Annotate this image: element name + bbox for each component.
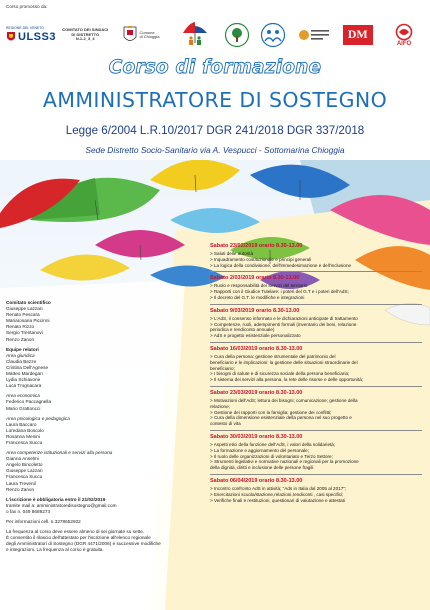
psych-block (6, 416, 181, 446)
speaker-name: Francesca Succu (6, 474, 43, 480)
session-topics (210, 486, 422, 503)
speakers-block (6, 347, 181, 390)
divider (210, 304, 422, 305)
schedule-column (210, 243, 422, 505)
session-topic: > Rapporti con il Giudice Tutelare: i poteri del G.T e i poteri dell'AdS; (210, 289, 349, 295)
tree-emblem-icon (224, 22, 250, 48)
lion-crest-icon (6, 31, 16, 43)
session-5 (210, 390, 422, 431)
law-references: Legge 6/2004 L.R.10/2017 DGR 241/2018 DGR 337/2018 (65, 124, 365, 137)
institutional-area-title: Area competenze istituzionali e servizi alla persona (6, 450, 113, 456)
session-topic: > Motivazioni dell'AdS; lettura dei bisogni; comunicazione; gestione della (210, 397, 358, 403)
session-topic: > Cura della dimensione esistenziale della persona nel suo progetto e (210, 415, 352, 421)
comitato-line1: COMITATO DEI SINDACI (62, 27, 109, 33)
comune-line1: Comune (139, 29, 155, 35)
session-date: Sabato 16/03/2019 orario 8.30-13.00 (210, 345, 303, 352)
psych-area-title: Area psicologica e pedagogica (6, 415, 70, 421)
registration-block (6, 497, 181, 515)
legal-area-title: Area giuridica (6, 352, 35, 358)
main-title: AMMINISTRATORE DI SOSTEGNO (42, 88, 388, 112)
speaker-name: Laura Baccaro (6, 421, 37, 427)
comune-chioggia-logo (117, 26, 167, 44)
session-date: Sabato 9/03/2019 orario 8.30-13.00 (210, 307, 300, 314)
comune-line2: di Chioggia (139, 34, 160, 39)
session-topic: > Ruolo e responsabilità dei Servizi del territorio (210, 283, 308, 289)
comitato-line3: N.1-2_3_4 (75, 36, 95, 42)
session-topic: > Inquadramento costituzionale e principi generali (210, 256, 312, 262)
speaker-name: Laura Trevenil (6, 480, 36, 486)
speaker-name: Luca Trognacara (6, 383, 42, 389)
session-4 (210, 346, 422, 387)
session-7 (210, 478, 422, 503)
ulss-name: ULSS3 (18, 30, 56, 43)
session-date: Sabato 23/02/2019 orario 8.30-13.00 (210, 243, 303, 249)
session-topic: > Incontro confronto AdS in attività; "Ads in Italia dal 2005 al 2017"; (210, 485, 347, 491)
dm-mark: DM (343, 25, 373, 44)
conference-emblem-icon (297, 24, 331, 46)
registration-fax: o fax n. 049 8689273 (6, 508, 51, 514)
economic-block (6, 393, 181, 411)
committee-block (6, 300, 181, 343)
session-topic: beneficiario; (210, 365, 235, 371)
divider (210, 342, 422, 343)
session-topic: > Gestione dei rapporti con la famiglia; gestione dei conflitti; (210, 409, 332, 415)
committee-member: Mariarosaria Piccinni (6, 318, 50, 324)
speaker-name: Mario Grattoncci (6, 405, 41, 411)
ulss-region-text: REGIONE DEL VENETO (6, 26, 44, 31)
umbrella-people-icon (180, 21, 210, 49)
speakers-title: Equipe relatori (6, 346, 39, 352)
divider (210, 386, 422, 387)
session-topic: > Saluti delle autorità (210, 251, 254, 256)
course-title: Corso di formazione (108, 57, 322, 78)
session-topic: > Aspetti etici della funzione dell'AdS, i valori della solidarietà; (210, 441, 336, 447)
aifo-emblem-icon (391, 23, 417, 41)
attendance-line: e integrazioni. La frequenza al corso è gratuita. (6, 547, 104, 553)
attendance-line: La frequenza al corso deve essere almeno di sei giornate su sette. (6, 529, 145, 535)
session-topic: > I bisogni di salute e di sicurezza sociale della persona beneficiaria; (210, 371, 350, 377)
speaker-name: Angelo Bincoletto (6, 462, 43, 468)
ulss3-logo (6, 22, 54, 48)
session-topic: contesto di vita (210, 421, 241, 427)
speaker-name: Loredana Boscolo (6, 427, 44, 433)
session-topic: > La logica della condivisione, dell'immedesimazione e dell'inclusione (210, 262, 352, 268)
attendance-line: degli Amministratori di Sostegno (DGR 4471/2006) e successive modifiche (6, 541, 161, 547)
session-topic: > Il sistema dei servizi alla persona, la rete delle risorse e delle opportunità; (210, 377, 364, 383)
committee-member: Giuseppe Lazzari (6, 306, 43, 312)
session-topic: > Cura della persona: gestione strumentale del patrimonio del (210, 353, 336, 359)
dm-logo (340, 22, 376, 48)
committee-member: Sergio Trentanovi (6, 330, 43, 336)
session-topic: relazione; (210, 403, 230, 409)
speaker-name: Francesca Succu (6, 439, 43, 445)
session-topic: > Il decreto del G.T. le modifiche e integrazioni (210, 294, 305, 300)
committee-member: Renzo Zanon (6, 336, 35, 342)
info-phone: Per informazioni cell. n.3278652922 (6, 519, 81, 524)
info-column (6, 300, 181, 557)
conference-logo (296, 22, 332, 48)
session-topics (210, 251, 422, 268)
session-2 (210, 275, 422, 304)
session-1 (210, 243, 422, 272)
session-topic: > Il ruolo delle organizzazioni di volontariato e Terzo Settore; (210, 453, 333, 459)
session-topic: > Esercitazioni scuola/stazione,relazioni,rendiconti , casi specifici; (210, 491, 344, 497)
umbrella-association-logo (175, 20, 215, 50)
registration-email: tramite mail a: amministratoredisostegno@gmail.com (6, 502, 117, 508)
committee-member: Renato Rizzo (6, 324, 35, 330)
session-date: Sabato 06/04/2019 orario 8.30-13.00 (210, 477, 303, 484)
speaker-name: Rosanna Menini (6, 433, 40, 439)
partner-logos (6, 18, 424, 52)
speaker-name: Federico Paccagnella (6, 399, 52, 405)
session-date: Sabato 30/03/2019 orario 8.30-13.00 (210, 433, 303, 440)
session-topic: > AdS e progetto esistenziale personalizzato (210, 333, 301, 339)
session-topics (210, 354, 422, 383)
session-6 (210, 434, 422, 475)
speaker-name: Giuseppe Lazzari (6, 468, 43, 474)
session-topics (210, 442, 422, 471)
economic-area-title: Area economica (6, 393, 40, 399)
session-topic: della dignità, diritti e inclusione delle persone fragili (210, 465, 314, 471)
registration-deadline: L'iscrizione è obbligatoria entro il 21/02/2019 (6, 496, 106, 502)
session-topic: > Verifiche finali e restituzioni, questionari di valutazione e attestati (210, 497, 345, 503)
attendance-line: È consentito il rilascio dell'attestato per l'iscrizione all'elenco regionale (6, 535, 151, 541)
session-topic: periodica e rendiconto annuale) (210, 327, 275, 333)
institutional-block (6, 450, 181, 493)
attendance-note (6, 529, 181, 553)
venue-line: Sede Distretto Socio-Sanitario via A. Vespucci - Sottomarina Chioggia (85, 145, 345, 155)
divider (210, 271, 422, 272)
speaker-name: Claudia Bezze (6, 358, 37, 364)
comitato-line2: DI DISTRETTO (71, 31, 100, 37)
committee-title: Comitato scientifico (6, 300, 51, 305)
session-topic: > Strumenti legislativi e normative nazionali e regionali per la promozione (210, 459, 359, 465)
city-crest-icon (123, 26, 137, 44)
session-date: Sabato 23/03/2019 orario 8.30-13.00 (210, 389, 303, 396)
divider (210, 430, 422, 431)
association-round-logo-2 (259, 21, 287, 49)
association-round-logo-1 (223, 21, 251, 49)
comitato-sindaci-logo (62, 28, 108, 41)
session-topics (210, 283, 422, 300)
speaker-name: Gianna Anselmi (6, 456, 39, 462)
people-circle-icon (260, 22, 286, 48)
session-3 (210, 308, 422, 343)
session-topic: beneficiario e le implicazioni: la gestione delle situazioni straordinarie del (210, 359, 358, 365)
session-topic: > La formazione e aggiornamento del personale; (210, 447, 309, 453)
speaker-name: Cristina Dell'Agnese (6, 364, 49, 370)
speaker-name: Lydia Schiavone (6, 377, 41, 383)
session-topics (210, 316, 422, 339)
speaker-name: Matteo Mardegan (6, 371, 43, 377)
session-topic: > L'AdS, il consenso informato e le dichiarazioni anticipate di trattamento (210, 315, 358, 321)
aifo-logo (384, 20, 424, 50)
session-topics (210, 398, 422, 427)
session-topic: > Competenze, ruoli, adempimenti formali (inventario dei beni, relazione (210, 321, 357, 327)
session-date: Sabato 2/03/2019 orario 8.30-13.00 (210, 275, 300, 282)
committee-member: Renato Pescara (6, 312, 40, 318)
divider (210, 474, 422, 475)
speaker-name: Renzo Zanon (6, 486, 35, 492)
aifo-name: AIFO (396, 40, 412, 47)
promoted-by-label: Corso promosso da: (6, 4, 48, 9)
